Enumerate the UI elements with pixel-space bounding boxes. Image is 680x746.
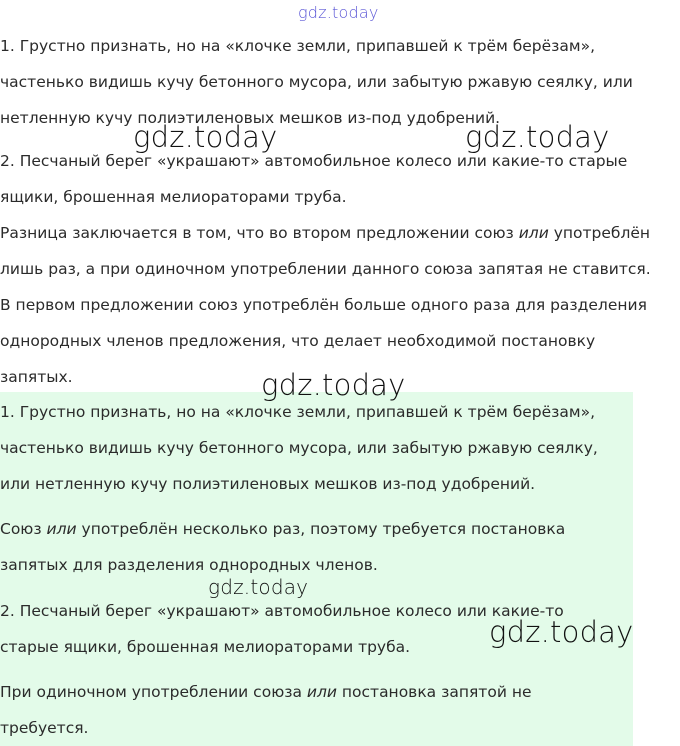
watermark-top: gdz.today (298, 3, 379, 22)
text: употреблён несколько раз, поэтому требуется постановка (76, 520, 566, 538)
italic-word: или (518, 224, 549, 242)
text-line: частенько видишь кучу бетонного мусора, или забытую ржавую сеялку, (0, 439, 598, 457)
text-line: 1. Грустно признать, но на «клочке земли, припавшей к трём берёзам», (0, 37, 596, 55)
text: Разница заключается в том, что во втором предложении союз (0, 224, 519, 242)
text-line: частенько видишь кучу бетонного мусора, или забытую ржавую сеялку, или (0, 73, 633, 91)
watermark-overlay: gdz.today (133, 120, 278, 154)
watermark-overlay: gdz.today (208, 575, 309, 599)
text-line: или нетленную кучу полиэтиленовых мешков из-под удобрений. (0, 475, 536, 493)
text-line (0, 215, 676, 251)
box-sentence-2 (0, 593, 564, 665)
box-note-2 (0, 674, 531, 746)
text-line: В первом предложении союз употреблён больше одного раза для разделения (0, 296, 647, 314)
text-line: 1. Грустно признать, но на «клочке земли, припавшей к трём берёзам», (0, 403, 596, 421)
text-line: 2. Песчаный берег «украшают» автомобильное колесо или какие-то старые (0, 152, 628, 170)
text-line (0, 674, 531, 710)
text-line: лишь раз, а при одиночном употреблении данного союза запятая не ставится. (0, 260, 651, 278)
box-sentence-1 (0, 394, 598, 502)
text: При одиночном употреблении союза (0, 683, 307, 701)
text-line (0, 511, 565, 547)
italic-word: или (306, 683, 337, 701)
text: употреблён (548, 224, 651, 242)
text-line: нетленную кучу полиэтиленовых мешков из-под удобрений. (0, 109, 501, 127)
text: Союз (0, 520, 47, 538)
text-line: однородных членов предложения, что делает необходимой постановку (0, 332, 596, 350)
highlight-box (0, 392, 633, 746)
watermark-overlay: gdz.today (261, 368, 406, 402)
watermark-overlay: gdz.today (489, 615, 634, 649)
text-line: требуется. (0, 719, 89, 737)
text-line: запятых для разделения однородных членов. (0, 556, 378, 574)
text-line: старые ящики, брошенная мелиораторами труба. (0, 638, 411, 656)
text-line: ящики, брошенная мелиораторами труба. (0, 188, 347, 206)
watermark-overlay: gdz.today (465, 120, 610, 154)
text-line: запятых. (0, 368, 73, 386)
box-note-1 (0, 511, 565, 583)
text: постановка запятой не (336, 683, 532, 701)
italic-word: или (46, 520, 77, 538)
text-line: 2. Песчаный берег «украшают» автомобильное колесо или какие-то (0, 602, 564, 620)
